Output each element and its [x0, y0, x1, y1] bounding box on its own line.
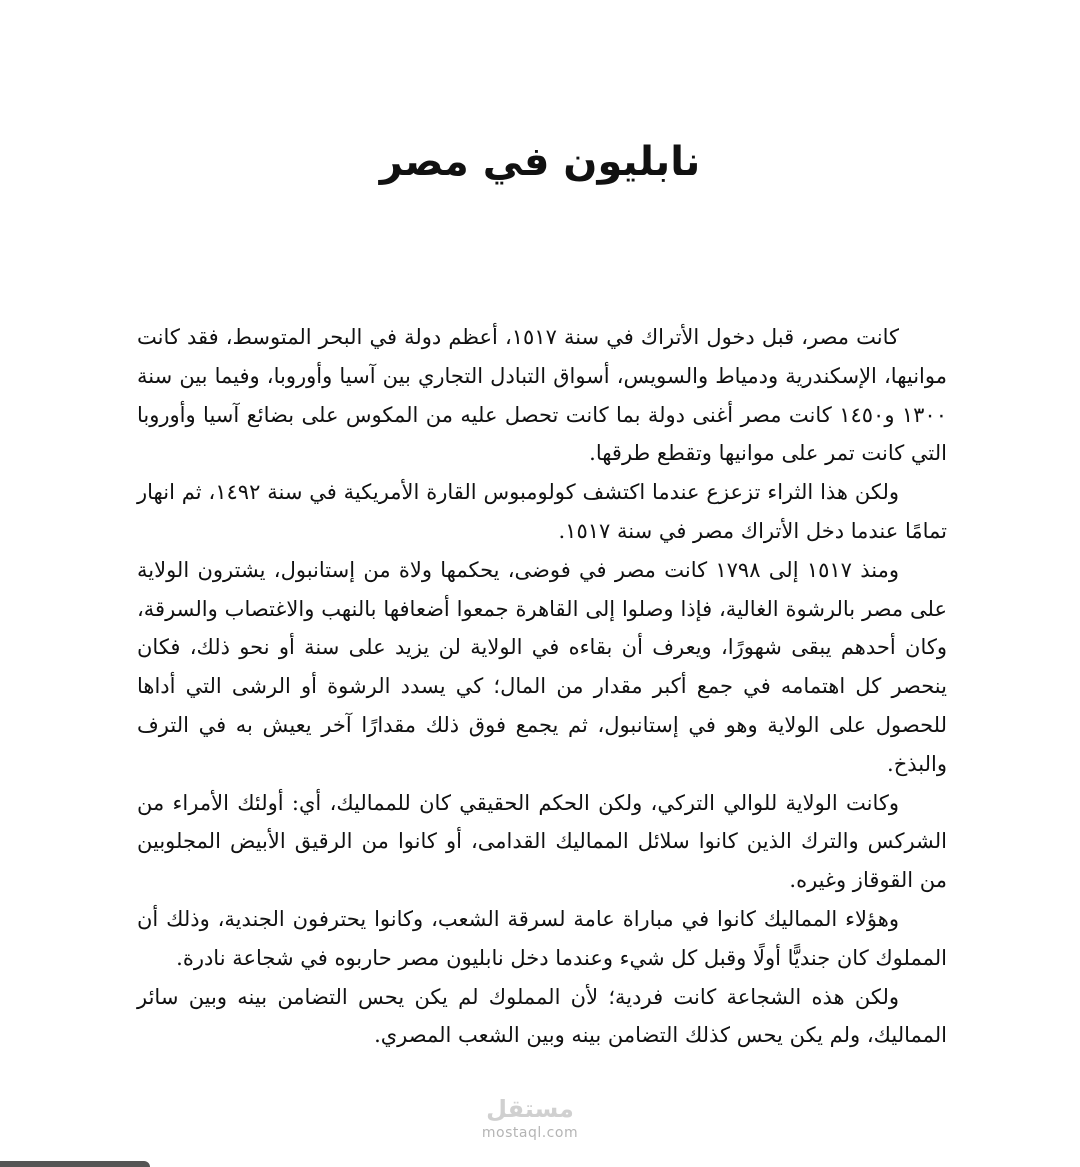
home-indicator-bar: [0, 1161, 150, 1167]
chapter-body: [137, 318, 947, 1055]
paragraph-1: كانت مصر، قبل دخول الأتراك في سنة ١٥١٧، أعظم دولة في البحر المتوسط، فقد كانت موانيها، الإسكندرية ودمياط والسويس، أسواق التبادل التجاري بين آسيا وأوروبا، وفيما بين سنة ١٣٠٠ و١٤٥٠ كانت مصر أغنى دولة بما كانت تحصل عليه من المكوس على بضائع آسيا وأوروبا التي كانت تمر على موانيها وتقطع طرقها.: [137, 325, 947, 466]
paragraph-6: ولكن هذه الشجاعة كانت فردية؛ لأن المملوك لم يكن يحس التضامن بينه وبين سائر المماليك، ولم يكن يحس كذلك التضامن بينه وبين الشعب المصري.: [137, 984, 947, 1048]
paragraph-4: وكانت الولاية للوالي التركي، ولكن الحكم الحقيقي كان للمماليك، أي: أولئك الأمراء من الشركس والترك الذين كانوا سلائل المماليك القدامى، أو كانوا من الرقيق الأبيض المجلوبين من القوقاز وغيره.: [137, 790, 947, 893]
chapter-title: نابليون في مصر: [379, 139, 701, 185]
mostaql-watermark: [470, 1094, 590, 1154]
paragraph-5: وهؤلاء المماليك كانوا في مباراة عامة لسرقة الشعب، وكانوا يحترفون الجندية، وذلك أن المملوك كان جنديًّا أولًا وقبل كل شيء وعندما دخل نابليون مصر حاربوه في شجاعة نادرة.: [137, 906, 947, 970]
paragraph-3: ومنذ ١٥١٧ إلى ١٧٩٨ كانت مصر في فوضى، يحكمها ولاة من إستانبول، يشترون الولاية على مصر بالرشوة الغالية، فإذا وصلوا إلى القاهرة جمعوا أضعافها بالنهب والاغتصاب والسرقة، وكان أحدهم يبقى شهورًا، ويعرف أن بقاءه في الولاية لن يزيد على سنة أو نحو ذلك، فكان ينحصر كل اهتمامه في جمع أكبر مقدار من المال؛ كي يسدد الرشوة أو الرشى التي أداها للحصول على الولاية وهو في إستانبول، ثم يجمع فوق ذلك مقدارًا آخر يعيش به في الترف والبذخ.: [137, 557, 947, 776]
watermark-logo: مستقل: [486, 1095, 574, 1123]
watermark-site: mostaql.com: [481, 1125, 579, 1141]
paragraph-2: ولكن هذا الثراء تزعزع عندما اكتشف كولومبوس القارة الأمريكية في سنة ١٤٩٢، ثم انهار تمامًا عندما دخل الأتراك مصر في سنة ١٥١٧.: [137, 480, 947, 543]
